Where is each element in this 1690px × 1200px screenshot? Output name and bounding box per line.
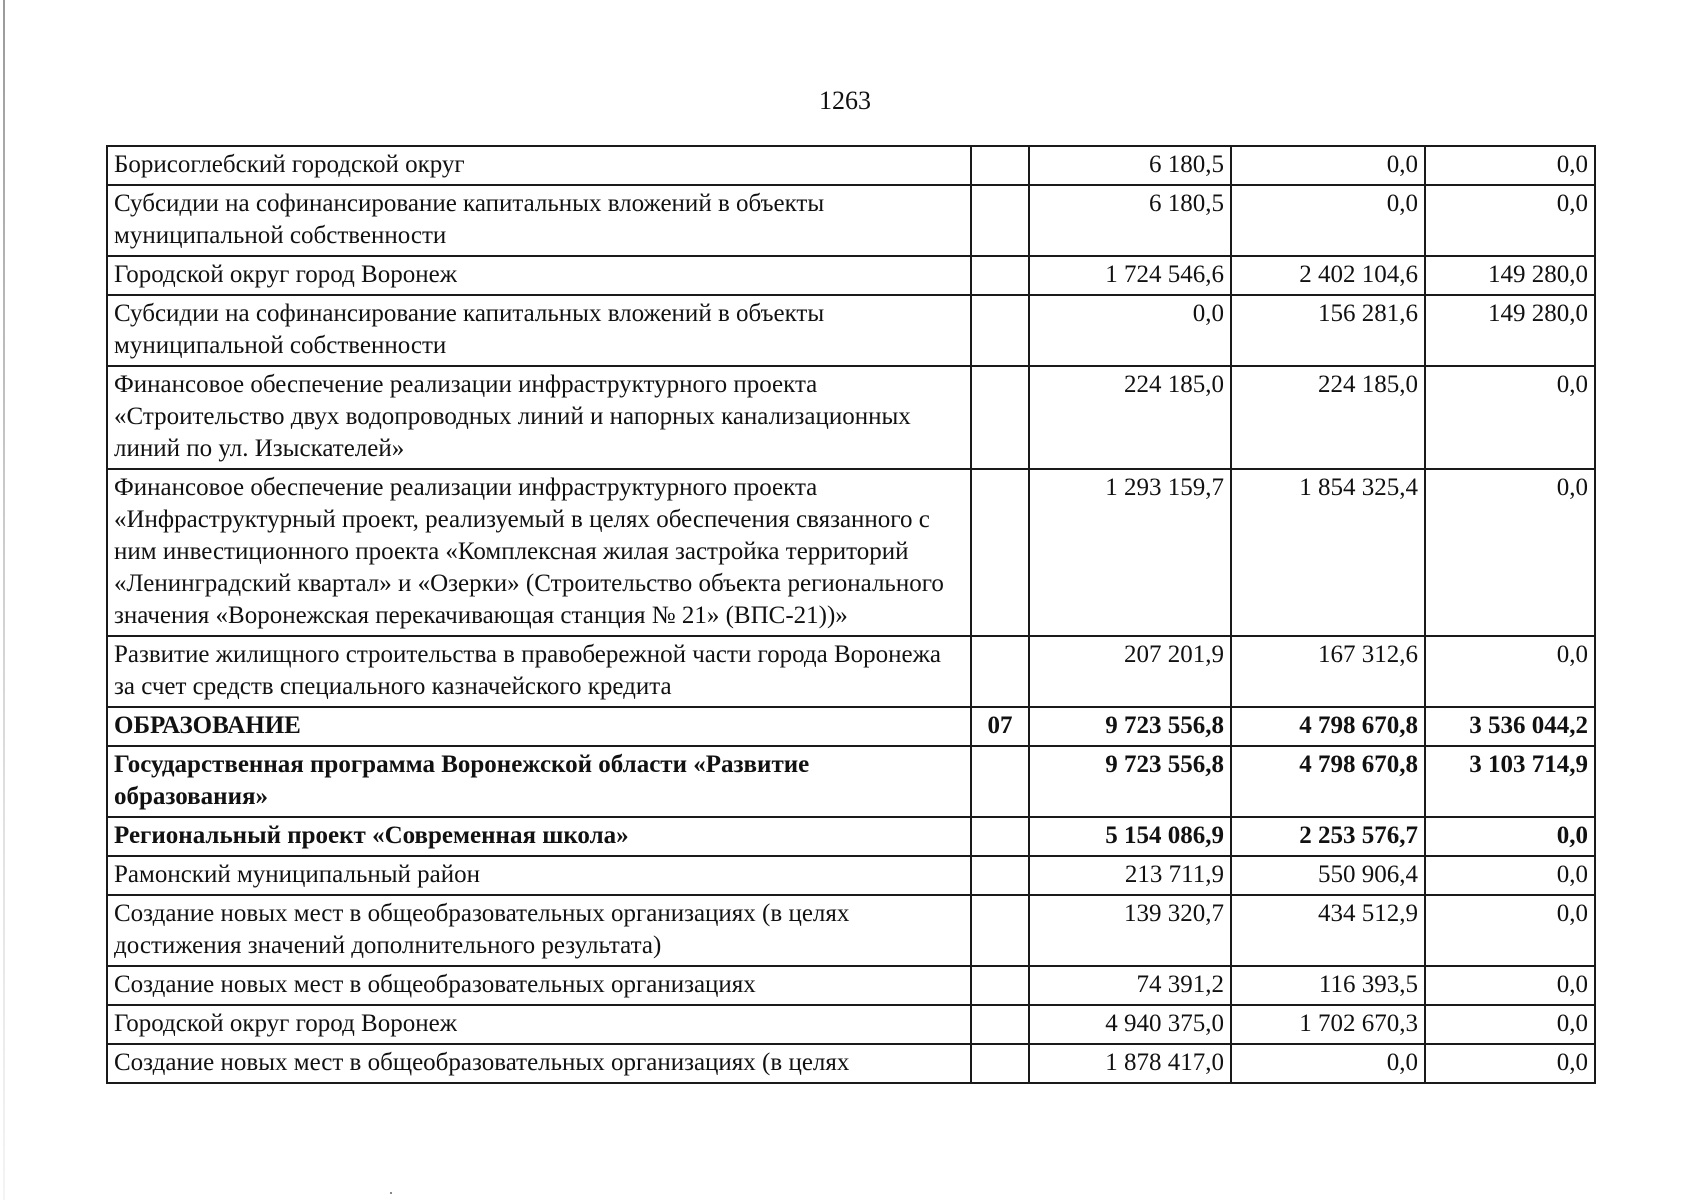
table-row — [107, 817, 1595, 856]
row-value-1-cell: 9 723 556,8 — [1029, 707, 1231, 746]
row-value-3-cell: 0,0 — [1425, 469, 1595, 636]
page-number: 1263 — [819, 86, 871, 115]
row-name-cell: Рамонский муниципальный район — [107, 856, 971, 895]
row-name-cell: Региональный проект «Современная школа» — [107, 817, 971, 856]
row-value-1-cell: 1 293 159,7 — [1029, 469, 1231, 636]
row-name-cell: Создание новых мест в общеобразовательных организациях (в целях — [107, 1044, 971, 1083]
row-code-cell — [971, 636, 1029, 707]
table-row — [107, 746, 1595, 817]
row-value-2-cell: 1 702 670,3 — [1231, 1005, 1425, 1044]
row-name-cell: Финансовое обеспечение реализации инфраструктурного проекта «Строительство двух водопроводных линий и напорных канализационных линий по ул. Изыскателей» — [107, 366, 971, 469]
row-value-3-cell: 0,0 — [1425, 146, 1595, 185]
table-row — [107, 366, 1595, 469]
row-name-cell: Развитие жилищного строительства в правобережной части города Воронежа за счет средств специального казначейского кредита — [107, 636, 971, 707]
row-value-3-cell: 0,0 — [1425, 636, 1595, 707]
row-value-3-cell: 0,0 — [1425, 817, 1595, 856]
row-value-1-cell: 213 711,9 — [1029, 856, 1231, 895]
row-value-1-cell: 9 723 556,8 — [1029, 746, 1231, 817]
row-value-1-cell: 6 180,5 — [1029, 185, 1231, 256]
row-name-cell: Городской округ город Воронеж — [107, 1005, 971, 1044]
row-code-cell — [971, 366, 1029, 469]
row-value-1-cell: 0,0 — [1029, 295, 1231, 366]
row-name-cell: Городской округ город Воронеж — [107, 256, 971, 295]
row-code-cell — [971, 295, 1029, 366]
row-value-3-cell: 3 103 714,9 — [1425, 746, 1595, 817]
row-name-cell: ОБРАЗОВАНИЕ — [107, 707, 971, 746]
row-code-cell: 07 — [971, 707, 1029, 746]
row-value-2-cell: 1 854 325,4 — [1231, 469, 1425, 636]
row-value-2-cell: 167 312,6 — [1231, 636, 1425, 707]
row-value-3-cell: 149 280,0 — [1425, 256, 1595, 295]
row-code-cell — [971, 856, 1029, 895]
scan-dot — [390, 1192, 392, 1194]
row-code-cell — [971, 185, 1029, 256]
row-value-2-cell: 2 402 104,6 — [1231, 256, 1425, 295]
row-name-cell: Создание новых мест в общеобразовательных организациях (в целях достижения значений дополнительного результата) — [107, 895, 971, 966]
row-value-1-cell: 74 391,2 — [1029, 966, 1231, 1005]
table-row — [107, 1044, 1595, 1083]
table-row — [107, 146, 1595, 185]
row-value-1-cell: 1 724 546,6 — [1029, 256, 1231, 295]
row-code-cell — [971, 469, 1029, 636]
row-code-cell — [971, 966, 1029, 1005]
row-code-cell — [971, 256, 1029, 295]
row-value-3-cell: 149 280,0 — [1425, 295, 1595, 366]
row-value-3-cell: 0,0 — [1425, 366, 1595, 469]
row-value-1-cell: 207 201,9 — [1029, 636, 1231, 707]
row-code-cell — [971, 895, 1029, 966]
row-code-cell — [971, 817, 1029, 856]
row-value-2-cell: 4 798 670,8 — [1231, 746, 1425, 817]
row-code-cell — [971, 1044, 1029, 1083]
row-name-cell: Финансовое обеспечение реализации инфраструктурного проекта «Инфраструктурный проект, реализуемый в целях обеспечения связанного с ним инвестиционного проекта «Комплексная жилая застройка территорий «Ленинградский квартал» и «Озерки» (Строительство объекта регионального значения «Воронежская перекачивающая станция № 21» (ВПС-21))» — [107, 469, 971, 636]
row-code-cell — [971, 746, 1029, 817]
row-value-3-cell: 0,0 — [1425, 1044, 1595, 1083]
table-row — [107, 295, 1595, 366]
row-name-cell: Субсидии на софинансирование капитальных вложений в объекты муниципальной собственности — [107, 295, 971, 366]
row-name-cell: Субсидии на софинансирование капитальных вложений в объекты муниципальной собственности — [107, 185, 971, 256]
table-row — [107, 1005, 1595, 1044]
row-name-cell: Государственная программа Воронежской области «Развитие образования» — [107, 746, 971, 817]
row-value-3-cell: 3 536 044,2 — [1425, 707, 1595, 746]
table-row — [107, 707, 1595, 746]
table-row — [107, 256, 1595, 295]
table-row — [107, 895, 1595, 966]
table-row — [107, 185, 1595, 256]
row-value-1-cell: 5 154 086,9 — [1029, 817, 1231, 856]
row-value-3-cell: 0,0 — [1425, 895, 1595, 966]
row-value-3-cell: 0,0 — [1425, 966, 1595, 1005]
budget-table — [106, 145, 1596, 1084]
row-name-cell: Борисоглебский городской округ — [107, 146, 971, 185]
row-name-cell: Создание новых мест в общеобразовательных организациях — [107, 966, 971, 1005]
row-value-2-cell: 2 253 576,7 — [1231, 817, 1425, 856]
row-value-2-cell: 550 906,4 — [1231, 856, 1425, 895]
budget-table-body — [107, 146, 1595, 1083]
row-value-2-cell: 434 512,9 — [1231, 895, 1425, 966]
row-value-2-cell: 0,0 — [1231, 146, 1425, 185]
row-value-1-cell: 1 878 417,0 — [1029, 1044, 1231, 1083]
table-row — [107, 966, 1595, 1005]
scan-edge-line — [3, 0, 5, 1200]
row-code-cell — [971, 146, 1029, 185]
row-value-3-cell: 0,0 — [1425, 185, 1595, 256]
row-value-1-cell: 4 940 375,0 — [1029, 1005, 1231, 1044]
row-code-cell — [971, 1005, 1029, 1044]
table-row — [107, 636, 1595, 707]
row-value-2-cell: 4 798 670,8 — [1231, 707, 1425, 746]
row-value-3-cell: 0,0 — [1425, 1005, 1595, 1044]
row-value-3-cell: 0,0 — [1425, 856, 1595, 895]
row-value-1-cell: 139 320,7 — [1029, 895, 1231, 966]
row-value-2-cell: 116 393,5 — [1231, 966, 1425, 1005]
table-row — [107, 469, 1595, 636]
row-value-2-cell: 156 281,6 — [1231, 295, 1425, 366]
row-value-1-cell: 6 180,5 — [1029, 146, 1231, 185]
row-value-2-cell: 224 185,0 — [1231, 366, 1425, 469]
table-row — [107, 856, 1595, 895]
row-value-2-cell: 0,0 — [1231, 185, 1425, 256]
row-value-2-cell: 0,0 — [1231, 1044, 1425, 1083]
row-value-1-cell: 224 185,0 — [1029, 366, 1231, 469]
